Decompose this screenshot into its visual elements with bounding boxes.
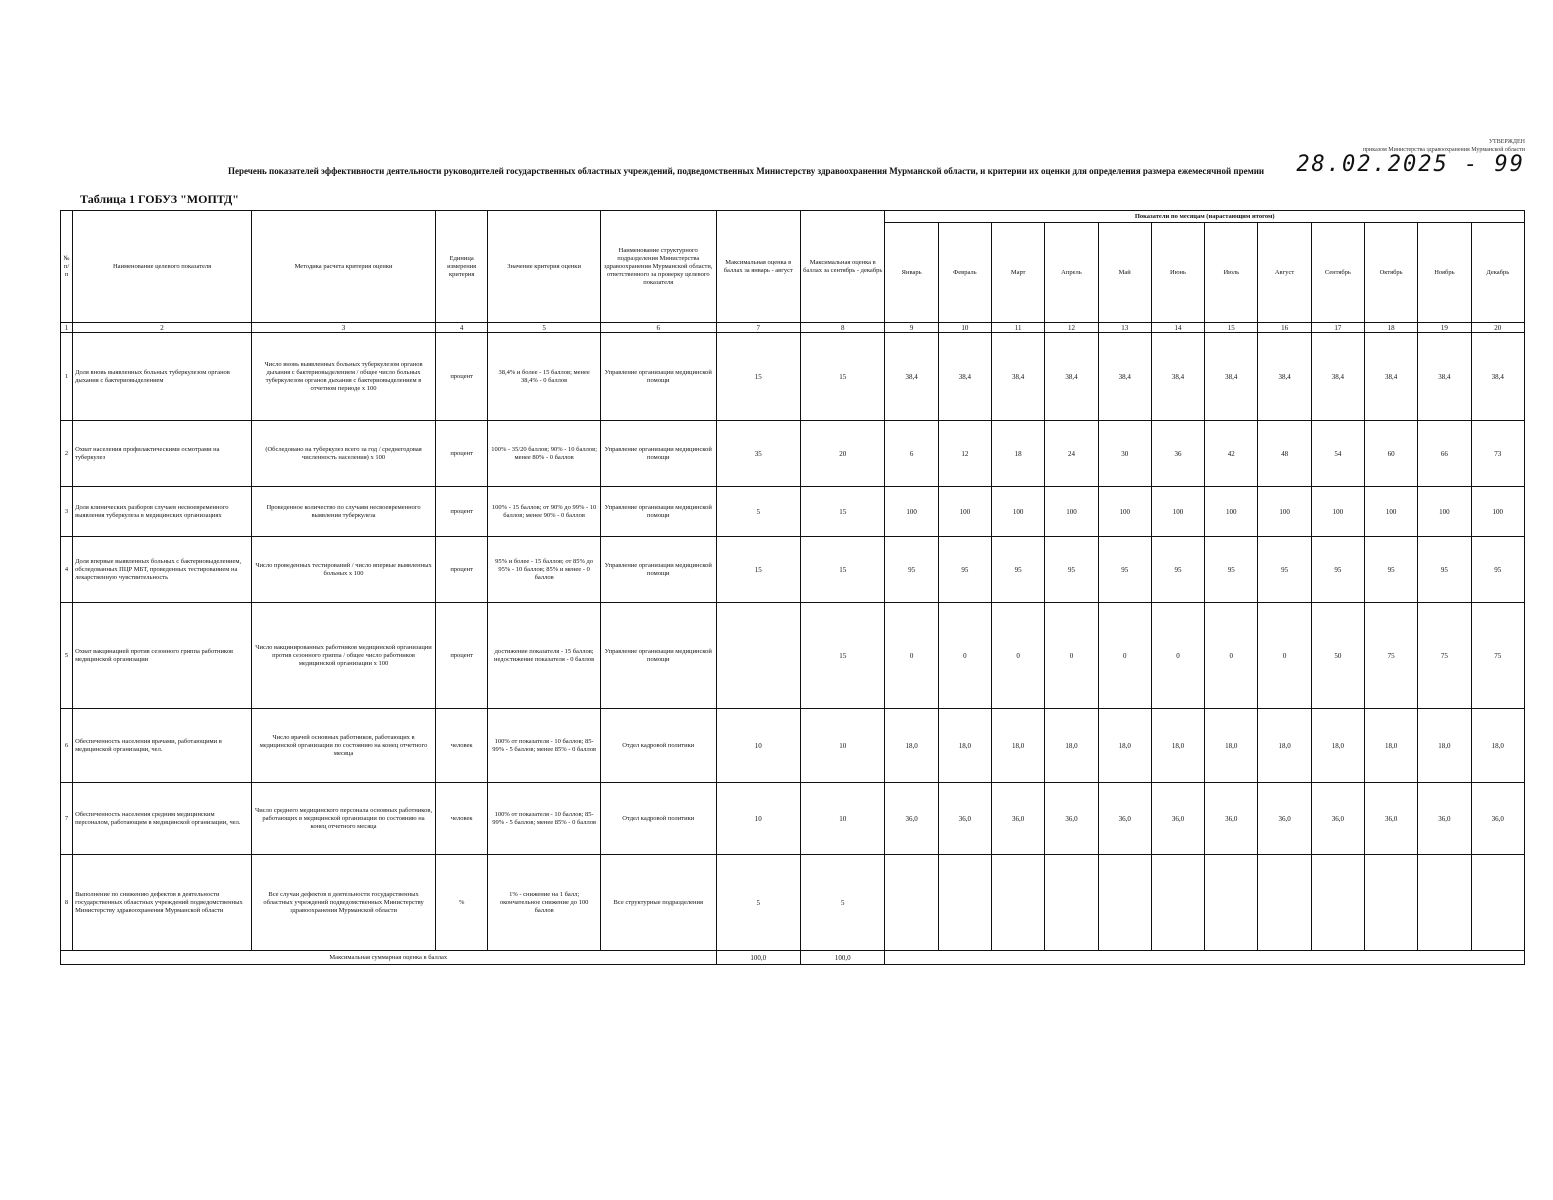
row-month-value: 95 — [1418, 537, 1471, 603]
row-month-value: 38,4 — [1151, 333, 1204, 421]
column-number: 9 — [885, 323, 938, 333]
row-month-value: 38,4 — [1045, 333, 1098, 421]
row-month-value: 38,4 — [1258, 333, 1311, 421]
row-month-value: 95 — [1311, 537, 1364, 603]
row-month-value: 18,0 — [938, 709, 991, 783]
column-number: 4 — [436, 323, 488, 333]
header-month: Февраль — [938, 223, 991, 323]
row-month-value: 18,0 — [1151, 709, 1204, 783]
column-number: 2 — [73, 323, 252, 333]
row-month-value: 36,0 — [1205, 783, 1258, 855]
table-row — [61, 487, 1525, 537]
row-criteria-value: 38,4% и более - 15 баллов; менее 38,4% - 0 баллов — [488, 333, 601, 421]
row-method: (Обследовано на туберкулез всего за год / среднегодовая численность населения) х 100 — [252, 421, 436, 487]
approval-signature: 28.02.2025 - 99 — [1296, 152, 1525, 177]
row-criteria-value: 100% - 35/20 баллов; 90% - 10 баллов; менее 80% - 0 баллов — [488, 421, 601, 487]
row-month-value: 60 — [1364, 421, 1417, 487]
row-indicator-name: Доля клинических разборов случаев несвоевременного выявления туберкулеза в медицинских организациях — [73, 487, 252, 537]
row-month-value — [1364, 855, 1417, 951]
row-month-value: 42 — [1205, 421, 1258, 487]
row-unit: человек — [436, 783, 488, 855]
table-row — [61, 709, 1525, 783]
row-num: 5 — [61, 603, 73, 709]
row-month-value: 18,0 — [1364, 709, 1417, 783]
row-criteria-value: 100% от показателя - 10 баллов; 85-99% - 5 баллов; менее 85% - 0 баллов — [488, 783, 601, 855]
row-month-value: 38,4 — [1098, 333, 1151, 421]
row-method: Число проведенных тестирований / число впервые выявленных больных х 100 — [252, 537, 436, 603]
row-month-value: 36,0 — [1258, 783, 1311, 855]
row-month-value: 0 — [1258, 603, 1311, 709]
row-month-value: 18,0 — [1205, 709, 1258, 783]
row-month-value: 73 — [1471, 421, 1524, 487]
row-division: Отдел кадровой политики — [600, 783, 716, 855]
row-month-value: 0 — [1205, 603, 1258, 709]
header-name: Наименование целевого показателя — [73, 211, 252, 323]
row-month-value: 100 — [1205, 487, 1258, 537]
row-month-value: 0 — [938, 603, 991, 709]
indicators-table — [60, 210, 1525, 965]
row-month-value: 100 — [1098, 487, 1151, 537]
row-month-value: 36,0 — [885, 783, 938, 855]
row-month-value: 95 — [1151, 537, 1204, 603]
column-number: 15 — [1205, 323, 1258, 333]
header-method: Методика расчета критерия оценки — [252, 211, 436, 323]
row-num: 7 — [61, 783, 73, 855]
row-month-value: 38,4 — [1311, 333, 1364, 421]
table-row — [61, 537, 1525, 603]
row-num: 3 — [61, 487, 73, 537]
row-criteria-value: 1% - снижение на 1 балл; окончательное снижение до 100 баллов — [488, 855, 601, 951]
row-indicator-name: Охват вакцинацией против сезонного гриппа работников медицинской организации — [73, 603, 252, 709]
row-month-value: 50 — [1311, 603, 1364, 709]
row-indicator-name: Доля вновь выявленных больных туберкулезом органов дыхания с бактериовыделением — [73, 333, 252, 421]
row-month-value: 0 — [1098, 603, 1151, 709]
row-month-value: 75 — [1364, 603, 1417, 709]
row-month-value: 38,4 — [1471, 333, 1524, 421]
row-month-value: 18,0 — [1045, 709, 1098, 783]
column-number: 1 — [61, 323, 73, 333]
row-month-value: 18,0 — [1311, 709, 1364, 783]
header-monthly-group: Показатели по месяцам (нарастающим итогом) — [885, 211, 1525, 223]
row-month-value: 100 — [1045, 487, 1098, 537]
row-month-value: 18,0 — [885, 709, 938, 783]
row-max-jan-aug: 15 — [716, 333, 800, 421]
document-title: Перечень показателей эффективности деятельности руководителей государственных областных учреждений, подведомственных Министерству здравоохранения Мурманской области, и критерии их оценки для определения размера ежемесячной премии — [228, 166, 1265, 176]
row-month-value: 38,4 — [1205, 333, 1258, 421]
row-month-value: 36,0 — [938, 783, 991, 855]
row-max-jan-aug: 10 — [716, 709, 800, 783]
row-month-value: 18,0 — [992, 709, 1045, 783]
row-month-value — [885, 855, 938, 951]
row-max-sep-dec: 10 — [801, 783, 885, 855]
row-unit: процент — [436, 537, 488, 603]
row-month-value — [1258, 855, 1311, 951]
row-indicator-name: Охват населения профилактическими осмотрами на туберкулез — [73, 421, 252, 487]
row-unit: процент — [436, 487, 488, 537]
row-month-value — [1471, 855, 1524, 951]
row-indicator-name: Доля впервые выявленных больных с бактериовыделением, обследованных ПЦР МБТ, проведенных тестированием на лекарственную чувствительность — [73, 537, 252, 603]
header-unit: Единица измерения критерия — [436, 211, 488, 323]
row-month-value: 36 — [1151, 421, 1204, 487]
header-num: № п/п — [61, 211, 73, 323]
row-method: Число врачей основных работников, работающих в медицинской организации по состоянию на конец отчетного месяца — [252, 709, 436, 783]
row-division: Управление организации медицинской помощи — [600, 487, 716, 537]
table-row — [61, 855, 1525, 951]
row-month-value: 95 — [992, 537, 1045, 603]
row-month-value: 95 — [938, 537, 991, 603]
row-month-value — [938, 855, 991, 951]
row-max-sep-dec: 5 — [801, 855, 885, 951]
row-max-sep-dec: 15 — [801, 333, 885, 421]
row-month-value: 24 — [1045, 421, 1098, 487]
row-month-value: 38,4 — [992, 333, 1045, 421]
row-month-value: 36,0 — [1045, 783, 1098, 855]
row-criteria-value: достижение показателя - 15 баллов; недостижение показателя - 0 баллов — [488, 603, 601, 709]
row-month-value: 18,0 — [1098, 709, 1151, 783]
approval-line2: приказом Министерства здравоохранения Мурманской области — [1362, 147, 1525, 153]
header-month: Март — [992, 223, 1045, 323]
row-month-value: 95 — [1258, 537, 1311, 603]
row-max-sep-dec: 10 — [801, 709, 885, 783]
table-row — [61, 783, 1525, 855]
header-month: Июль — [1205, 223, 1258, 323]
row-month-value: 0 — [1151, 603, 1204, 709]
row-indicator-name: Обеспеченность населения средним медицинским персоналом, работающим в медицинской организации, чел. — [73, 783, 252, 855]
column-number: 12 — [1045, 323, 1098, 333]
row-division: Управление организации медицинской помощи — [600, 333, 716, 421]
row-indicator-name: Обеспеченность населения врачами, работающими в медицинской организации, чел. — [73, 709, 252, 783]
column-number: 14 — [1151, 323, 1204, 333]
column-number: 20 — [1471, 323, 1524, 333]
row-num: 2 — [61, 421, 73, 487]
row-month-value: 0 — [885, 603, 938, 709]
row-division: Управление организации медицинской помощи — [600, 421, 716, 487]
header-month: Январь — [885, 223, 938, 323]
row-unit: процент — [436, 603, 488, 709]
column-number: 16 — [1258, 323, 1311, 333]
row-method: Число среднего медицинского персонала основных работников, работающих в медицинской организации по состоянию на конец отчетного месяца — [252, 783, 436, 855]
row-month-value: 66 — [1418, 421, 1471, 487]
row-month-value — [1205, 855, 1258, 951]
row-month-value: 18 — [992, 421, 1045, 487]
row-month-value: 100 — [938, 487, 991, 537]
row-method: Проведенное количество по случаям несвоевременного выявления туберкулеза — [252, 487, 436, 537]
row-unit: % — [436, 855, 488, 951]
row-method: Все случаи дефектов в деятельности государственных областных учреждений подведомственных Министерству здравоохранения Мурманской области — [252, 855, 436, 951]
header-month: Июнь — [1151, 223, 1204, 323]
row-month-value: 95 — [1471, 537, 1524, 603]
row-month-value: 100 — [1151, 487, 1204, 537]
row-criteria-value: 100% - 15 баллов; от 90% до 99% - 10 баллов; менее 90% - 0 баллов — [488, 487, 601, 537]
row-division: Управление организации медицинской помощи — [600, 603, 716, 709]
row-month-value: 36,0 — [1098, 783, 1151, 855]
header-month: Апрель — [1045, 223, 1098, 323]
column-number: 13 — [1098, 323, 1151, 333]
row-month-value: 12 — [938, 421, 991, 487]
header-value: Значение критерия оценки — [488, 211, 601, 323]
row-unit: процент — [436, 421, 488, 487]
column-number: 10 — [938, 323, 991, 333]
row-month-value: 95 — [1364, 537, 1417, 603]
header-month: Сентябрь — [1311, 223, 1364, 323]
row-division: Отдел кадровой политики — [600, 709, 716, 783]
row-num: 6 — [61, 709, 73, 783]
row-month-value: 48 — [1258, 421, 1311, 487]
row-month-value: 100 — [885, 487, 938, 537]
column-number: 19 — [1418, 323, 1471, 333]
table-row — [61, 421, 1525, 487]
footer-max-jan-aug: 100,0 — [716, 951, 800, 965]
column-number: 8 — [801, 323, 885, 333]
row-num: 1 — [61, 333, 73, 421]
row-month-value: 36,0 — [992, 783, 1045, 855]
row-month-value: 100 — [1364, 487, 1417, 537]
row-month-value: 18,0 — [1471, 709, 1524, 783]
row-max-sep-dec: 20 — [801, 421, 885, 487]
row-max-sep-dec: 15 — [801, 603, 885, 709]
header-max-jan-aug: Максимальная оценка в баллах за январь - август — [716, 211, 800, 323]
header-month: Ноябрь — [1418, 223, 1471, 323]
row-month-value: 100 — [1471, 487, 1524, 537]
row-month-value — [1311, 855, 1364, 951]
row-month-value: 0 — [992, 603, 1045, 709]
row-month-value — [992, 855, 1045, 951]
row-month-value: 18,0 — [1258, 709, 1311, 783]
row-month-value: 6 — [885, 421, 938, 487]
row-month-value: 30 — [1098, 421, 1151, 487]
header-month: Октябрь — [1364, 223, 1417, 323]
footer-empty — [885, 951, 1525, 965]
row-month-value: 95 — [885, 537, 938, 603]
row-max-sep-dec: 15 — [801, 537, 885, 603]
row-month-value: 75 — [1471, 603, 1524, 709]
row-month-value: 38,4 — [885, 333, 938, 421]
header-month: Май — [1098, 223, 1151, 323]
row-indicator-name: Выполнение по снижению дефектов в деятельности государственных областных учреждений подведомственных Министерству здравоохранения Мурманской области — [73, 855, 252, 951]
row-max-jan-aug: 35 — [716, 421, 800, 487]
column-number: 17 — [1311, 323, 1364, 333]
row-month-value: 75 — [1418, 603, 1471, 709]
row-month-value: 38,4 — [938, 333, 991, 421]
row-division: Управление организации медицинской помощи — [600, 537, 716, 603]
row-unit: человек — [436, 709, 488, 783]
row-month-value — [1045, 855, 1098, 951]
approval-stamp — [1296, 138, 1525, 176]
row-month-value — [1418, 855, 1471, 951]
row-max-jan-aug: 5 — [716, 487, 800, 537]
header-month: Декабрь — [1471, 223, 1524, 323]
row-max-jan-aug: 10 — [716, 783, 800, 855]
row-num: 8 — [61, 855, 73, 951]
column-number: 11 — [992, 323, 1045, 333]
row-month-value: 95 — [1205, 537, 1258, 603]
row-month-value — [1098, 855, 1151, 951]
row-month-value: 38,4 — [1364, 333, 1417, 421]
row-month-value: 36,0 — [1471, 783, 1524, 855]
column-number: 3 — [252, 323, 436, 333]
row-month-value: 100 — [1258, 487, 1311, 537]
row-month-value: 38,4 — [1418, 333, 1471, 421]
column-number: 6 — [600, 323, 716, 333]
row-max-sep-dec: 15 — [801, 487, 885, 537]
row-month-value: 36,0 — [1364, 783, 1417, 855]
row-month-value: 0 — [1045, 603, 1098, 709]
row-month-value: 36,0 — [1311, 783, 1364, 855]
header-max-sep-dec: Максимальная оценка в баллах за сентябрь - декабрь — [801, 211, 885, 323]
approval-line1: УТВЕРЖДЕН — [1488, 139, 1525, 145]
footer-max-sep-dec: 100,0 — [801, 951, 885, 965]
row-month-value: 36,0 — [1418, 783, 1471, 855]
row-division: Все структурные подразделения — [600, 855, 716, 951]
row-method: Число вакцинированных работников медицинской организации против сезонного гриппа / общее число работников медицинской организации х 100 — [252, 603, 436, 709]
table-row — [61, 333, 1525, 421]
column-number: 18 — [1364, 323, 1417, 333]
row-criteria-value: 95% и более - 15 баллов; от 85% до 95% - 10 баллов; 85% и менее - 0 баллов — [488, 537, 601, 603]
row-month-value: 95 — [1098, 537, 1151, 603]
row-criteria-value: 100% от показателя - 10 баллов; 85-99% - 5 баллов; менее 85% - 0 баллов — [488, 709, 601, 783]
row-max-jan-aug: 5 — [716, 855, 800, 951]
row-month-value: 100 — [1311, 487, 1364, 537]
row-month-value: 100 — [992, 487, 1045, 537]
row-month-value — [1151, 855, 1204, 951]
row-month-value: 100 — [1418, 487, 1471, 537]
row-month-value: 36,0 — [1151, 783, 1204, 855]
table-title: Таблица 1 ГОБУЗ "МОПТД" — [80, 192, 239, 206]
row-num: 4 — [61, 537, 73, 603]
column-number: 5 — [488, 323, 601, 333]
row-month-value: 95 — [1045, 537, 1098, 603]
row-month-value: 18,0 — [1418, 709, 1471, 783]
row-method: Число вновь выявленных больных туберкулезом органов дыхания с бактериовыделением / общее число больных туберкулезом органов дыхания с бактериовыделением в отчетном периоде х 100 — [252, 333, 436, 421]
footer-label: Максимальная суммарная оценка в баллах — [61, 951, 717, 965]
row-max-jan-aug: 15 — [716, 537, 800, 603]
table-row — [61, 603, 1525, 709]
row-max-jan-aug — [716, 603, 800, 709]
header-month: Август — [1258, 223, 1311, 323]
row-unit: процент — [436, 333, 488, 421]
header-division: Наименование структурного подразделения Министерства здравоохранения Мурманской области, ответственного за проверку целевого показателя — [600, 211, 716, 323]
row-month-value: 54 — [1311, 421, 1364, 487]
column-number: 7 — [716, 323, 800, 333]
